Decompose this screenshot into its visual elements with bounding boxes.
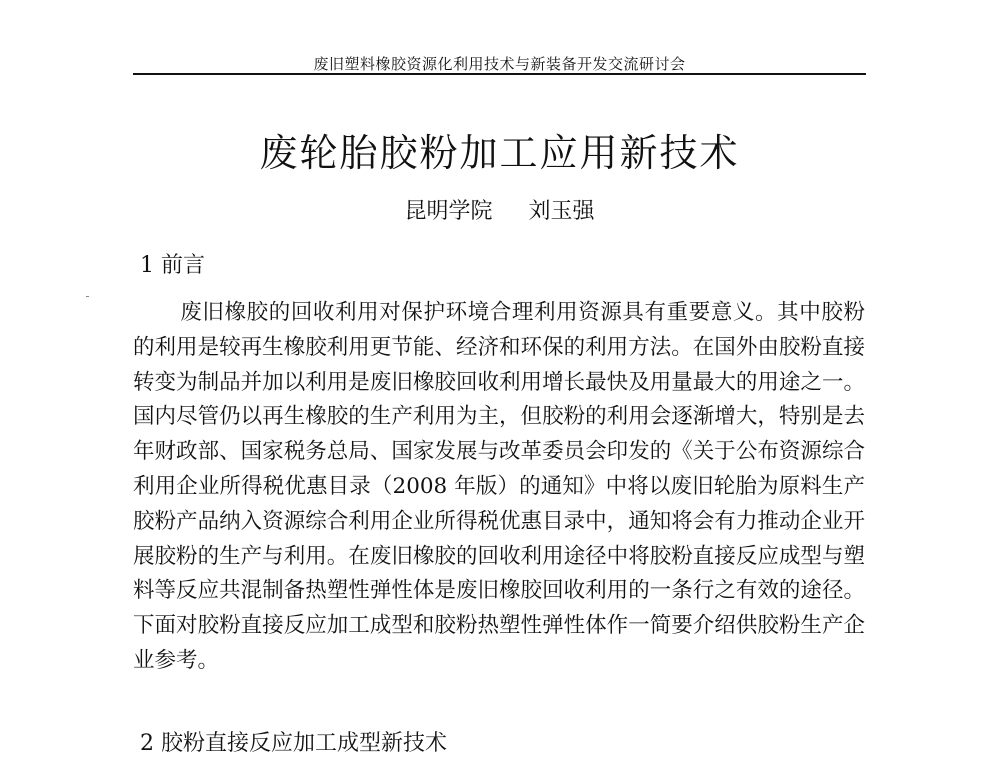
running-header-text: 废旧塑料橡胶资源化利用技术与新装备开发交流研讨会: [313, 55, 686, 73]
author-name: 刘玉强: [528, 199, 595, 224]
byline: [133, 196, 866, 228]
section-heading-direct-reaction: 2 胶粉直接反应加工成型新技术: [140, 731, 447, 756]
introduction-paragraph: 废旧橡胶的回收利用对保护环境合理利用资源具有重要意义。其中胶粉的利用是较再生橡胶利用更节能、经济和环保的利用方法。在国外由胶粉直接转变为制品并加以利用是废旧橡胶回收利用增长最快及用量最大的用途之一。国内尽管仍以再生橡胶的生产利用为主，但胶粉的利用会逐渐增大，特别是去年财政部、国家税务总局、国家发展与改革委员会印发的《关于公布资源综合利用企业所得税优惠目录（2008 年版）的通知》中将以废旧轮胎为原料生产胶粉产品纳入资源综合利用企业所得税优惠目录中，通知将会有力推动企业开展胶粉的生产与利用。在废旧橡胶的回收利用途径中将胶粉直接反应成型与塑料等反应共混制备热塑性弹性体是废旧橡胶回收利用的一条行之有效的途径。下面对胶粉直接反应加工成型和胶粉热塑性弹性体作一简要介绍供胶粉生产企业参考。: [133, 300, 865, 673]
running-header: [133, 45, 866, 75]
affiliation: 昆明学院: [404, 199, 493, 224]
margin-mark: [86, 296, 89, 297]
section-heading-introduction: 1 前言: [140, 253, 205, 278]
paper-title: 废轮胎胶粉加工应用新技术: [259, 131, 740, 175]
